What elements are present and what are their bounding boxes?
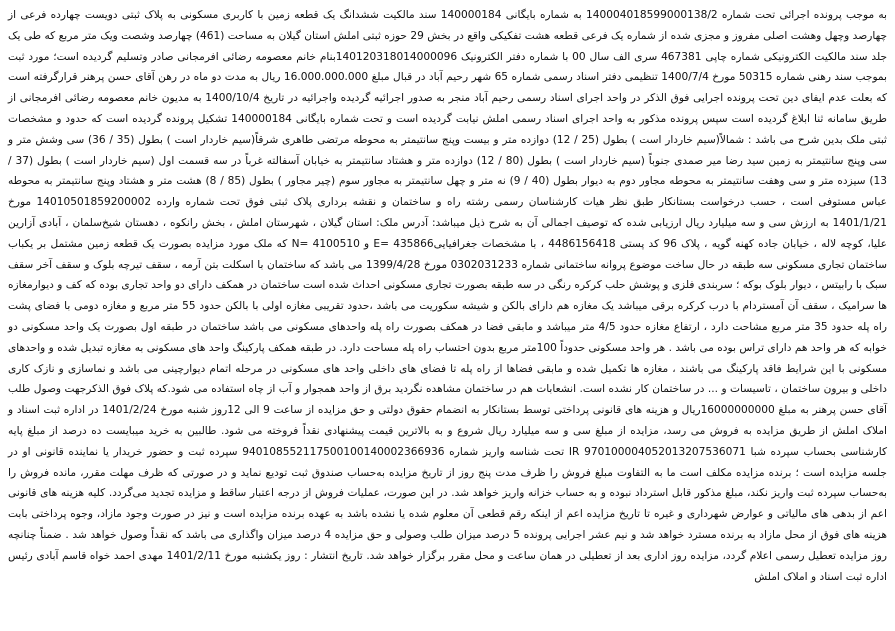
notice-body-text: به موجب پرونده اجرائی تحت شماره 140004018599000138/2 به شماره بایگانی 140000184 سند مالکیت ششدانگ یک قطعه زمین با کاربری مسکونی به پلاک ثبتی دویست چهارده فرعی از چهارصد وچهل وهشت اصلی مفروز و مجزی شده از شماره یک فرعی قطعه هشت تفکیکی واقع در بخش 29 حوزه ثبتی املش استان گیلان به مساحت (461) چهارصد وشصت ویک متر مربع که طی یک جلد سند مالکیت الکترونیکی شماره چاپی 467381 سری الف سال 00 با شماره دفتر الکترونیک 140120318014000096بنام خانم معصومه رضائی افرمجانی صادر وتسلیم گردیده است؛ مورد ثبت بموجب سند رهنی شماره 50315 مورخ 1400/7/4 تنظیمی دفتر اسناد رسمی شماره 65 شهر رحیم آباد در قبال مبلغ 16.000.000.000 ریال به مدت دو ماه در رهن آقای حسن پرهنر قرارگرفته است که بعلت عدم ایفای دین تحت پرونده اجرایی فوق الذکر در واحد اجرای اسناد رسمی رحیم آباد منجر به صدور اجرائیه گردیده واجرائیه در تاریخ 1400/10/4 به مدیون خانم معصومه رضائی افرمجانی از طریق سامانه ثنا ابلاغ گردیده است سپس پرونده مذکور به واحد اجرای اسناد رسمی املش نیابت گردیده است و تحت شماره بایگانی 140000184 تشکیل پرونده گردیده است که حدود و مشخصات ثبتی ملک بدین شرح می باشد : شمالاً(سیم خاردار است ) بطول (25 / 12) دوازده متر و بیست وپنج سانتیمتر به محوطه مرتضی طاهری شرقاً(سیم خاردار است ) بطول (35 / 36) سی وشش متر و سی وپنج سانتیمتر به زمین سید رضا میر صمدی جنوباً (سیم خاردار است ) بطول (80 / 12) دوازده متر و هشتاد سانتیمتر به خیابان آسفالته غرباً در سه قسمت اول (سیم خاردار است ) بطول (37 / 13) سیزده متر و سی وهفت سانتیمتر به محوطه مجاور دوم به دیوار بطول (40 / 9) نه متر و چهل سانتیمتر به مجاور سوم (چیر مجاور ) بطول (85 / 8) هشت متر و هشتاد وپنج سانتیمتر به محوطه عباس مستوفی است ، حسب درخواست بستانکار طبق نظر هیات کارشناسان رسمی رشته راه و ساختمان و نقشه برداری پلاک ثبتی فوق تحت شماره وارده 14010501859200002 مورخ 1401/1/21 به ارزش سی و سه میلیارد ریال ارزیابی شده که توصیف اجمالی آن به شرح ذیل میباشد: آدرس ملک: استان گیلان ، شهرستان املش ، بخش رانکوه ، دهستان شیخ‌سلمان ، آبادی آزارین علیا، کوچه لاله ، خیابان جاده کهنه گویه ، پلاک 96 کد پستی 4486156418 ، با مشخصات جغرافیایی435866 =E و 4100510 =N که ملک مورد مزایده بصورت یک قطعه زمین مشتمل بر یکباب ساختمان تجاری مسکونی سه طبقه در حال ساخت موضوع پروانه ساختمانی شماره 0302031233 مورخ 1399/4/28 می باشد که ساختمان با اسکلت بتن آرمه ، سقف تیرچه بلوک و سقف آخر سقف سبک با رابیتس ، دیوار بلوک بوکه ؛ سربندی فلزی و پوشش حلب کرکره رنگی در سه طبقه بصورت تجاری مسکونی احداث شده است ساختمان در همکف دارای دو واحد تجاری بوده که کف و دیوارمغازه ها سرامیک ، سقف آن آمستردام با درب کرکره برقی میباشد یک مغازه هم دارای بالکن و شیشه سکوریت می باشد ،حدود تقریبی مغازه اولی با بالکن حدود 55 متر مربع و مغازه دومی با فضای پشت راه پله حدود 35 متر مربع مشاحت دارد ، ارتفاع مغازه حدود 4/5 متر میباشد و مابقی فضا در همکف بصورت راه پله واحدهای مسکونی می باشد ساختمان در طبقه اول بصورت یک واحد مسکونی دو خوابه که هر واحد هم دارای تراس بوده می باشد . هر واحد مسکونی حدوداً 100متر مربع بدون احتساب راه پله مساحت دارد. در طبقه همکف پارکینگ واحد های مسکونی به مغازه تبدیل شده و واحدهای مسکونی با این شرایط فاقد پارکینگ می باشند ، مغازه ها تکمیل شده و مابقی فضاها از راه پله تا فضای های داخلی واحد های مسکونی در مرحله اتمام دیوارچینی می باشد و نماسازی و نازک کاری داخلی و بیرون ساختمان ، تاسیسات و ... در ساختمان کار نشده است. انشعابات هم در ساختمان مشاهده نگردید برق از واحد همجوار و آب از چاه استفاده می شود.که پلاک فوق الذکرجهت وصول طلب آقای حسن پرهنر به مبلغ 16000000000ریال و هزینه های قانونی پرداختی توسط بستانکار به انضمام حقوق دولتی و حق مزایده از ساعت 9 الی 12روز شنبه مورخ 1401/2/24 در اداره ثبت اسناد و املاک املش از طریق مزایده به فروش می رسد، مزایده از مبلغ سی و سه میلیارد ریال شروع و به بالاترین قیمت پیشنهادی نقداً فروخته می شود. طالبین به خرید میبایست ده درصد از مبلغ پایه کارشناسی بحساب سپرده شبا 970100004052013207536071 IR تحت شناسه واریز شماره 940108552117500100140002366936 سپرده ثبت و حضور خریدار یا نماینده قانونی او در جلسه مزایده است ؛ برنده مزایده مکلف است ما به التفاوت مبلغ فروش را ظرف مدت پنج روز از تاریخ مزایده به‌حساب صندوق ثبت تودیع نماید و در صورتی که ظرف مهلت مقرر، مانده فروش را به‌حساب سپرده ثبت واریز نکند، مبلغ مذکور قابل استرداد نبوده و به حساب خزانه واریز خواهد شد. در این صورت، عملیات فروش از درجه اعتبار ساقط و مزایده تجدید می‌گردد. کلیه هزینه های قانونی اعم از بدهی های مالیاتی و عوارض شهرداری و غیره تا تاریخ مزایده اعم از اینکه رقم قطعی آن معلوم شده یا نشده باشد به عهده برنده مزایده است و نیز در صورت وجود مازاد، وجوه پرداختی بابت هزینه های فوق از محل مازاد به برنده مسترد خواهد شد و نیم عشر اجرایی پرونده 5 درصد میزان طلب وصولی و حق مزایده 4 درصد میزان واگذاری می باشد که نقداً وصول خواهد شد . ضمناً چنانچه روز مزایده تعطیل رسمی اعلام گردد، مزایده روز اداری بعد از تعطیلی در همان ساعت و محل مقرر برگزار خواهد شد. تاریخ انتشار : روز یکشنبه مورخ 1401/2/11 مهدی احمد خواه قاسم آبادی رئیس اداره ثبت اسناد و املاک املش — [8, 9, 888, 583]
